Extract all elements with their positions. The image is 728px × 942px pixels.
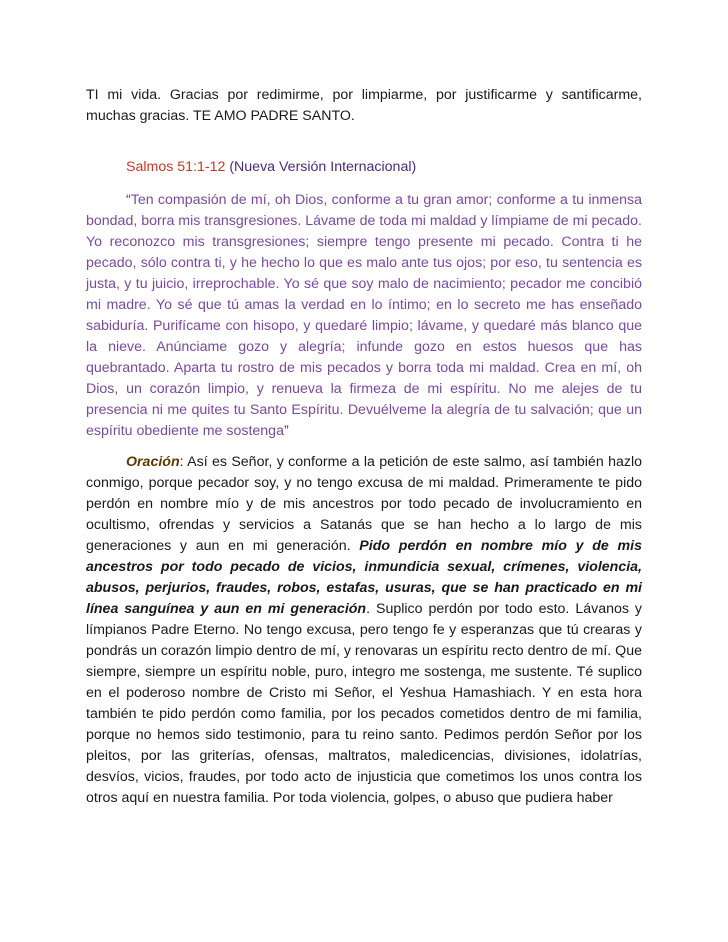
intro-paragraph: TI mi vida. Gracias por redimirme, por limpiarme, por justificarme y santificarme, muchas gracias. TE AMO PADRE SANTO.	[86, 87, 642, 124]
scripture-citation	[86, 157, 642, 178]
prayer-paragraph	[86, 452, 642, 809]
open-quote: “	[126, 192, 131, 208]
prayer-emphasis: Pido perdón en nombre mío y de mis ancestros por todo pecado de vicios, inmundicia sexual, crímenes, violencia, abusos, perjurios, fraudes, robos, estafas, usuras, que se han practicado en mi línea sanguínea y aun en mi generación	[86, 538, 642, 617]
bible-version: (Nueva Versión Internacional)	[225, 159, 417, 175]
prayer-label: Oración	[126, 454, 180, 470]
psalm-quote-paragraph	[86, 190, 642, 442]
close-quote: ”	[283, 423, 289, 439]
psalm-text: Ten compasión de mí, oh Dios, conforme a tu gran amor; conforme a tu inmensa bondad, borra mis transgresiones. Lávame de toda mi maldad y límpiame de mi pecado. Yo reconozco mis transgresiones; siempre tengo presente mi pecado. Contra ti he pecado, sólo contra ti, y he hecho lo que es malo ante tus ojos; por eso, tu sentencia es justa, y tu juicio, irreprochable. Yo sé que soy malo de nacimiento; pecador me concibió mi madre. Yo sé que tú amas la verdad en lo íntimo; en lo secreto me has enseñado sabiduría. Purifícame con hisopo, y quedaré limpio; lávame, y quedaré más blanco que la nieve. Anúnciame gozo y alegría; infunde gozo en estos huesos que has quebrantado. Aparta tu rostro de mis pecados y borra toda mi maldad. Crea en mí, oh Dios, un corazón limpio, y renueva la firmeza de mi espíritu. No me alejes de tu presencia ni me quites tu Santo Espíritu. Devuélveme la alegría de tu salvación; que un espíritu obediente me sostenga	[86, 192, 642, 439]
page-content	[86, 85, 642, 809]
prayer-text-2: . Suplico perdón por todo esto. Lávanos y límpianos Padre Eterno. No tengo excusa, pero tengo fe y esperanzas que tú crearas y pondrás un corazón limpio dentro de mí, y renovaras un espíritu recto dentro de mí. Que siempre, siempre un espíritu noble, puro, integro me sostenga, me sustente. Té suplico en el poderoso nombre de Cristo mi Señor, el Yeshua Hamashiach. Y en esta hora también te pido perdón como familia, por los pecados cometidos dentro de mi familia, porque no hemos sido testimonio, para tu reino santo. Pedimos perdón Señor por los pleitos, por las griterías, ofensas, maltratos, maledicencias, divisiones, idolatrías, desvíos, vicios, fraudes, por todo acto de injusticia que cometimos los unos contra los otros aquí en nuestra familia. Por toda violencia, golpes, o abuso que pudiera haber	[86, 601, 642, 806]
prayer-text-1: : Así es Señor, y conforme a la petición de este salmo, así también hazlo conmigo, porque pecador soy, y no tengo excusa de mi maldad. Primeramente te pido perdón en nombre mío y de mis ancestros por todo pecado de involucramiento en ocultismo, ofrendas y servicios a Satanás que se han hecho a lo largo de mis generaciones y aun en mi generación.	[86, 454, 642, 554]
scripture-reference-link[interactable]: Salmos 51:1-12	[126, 159, 226, 175]
